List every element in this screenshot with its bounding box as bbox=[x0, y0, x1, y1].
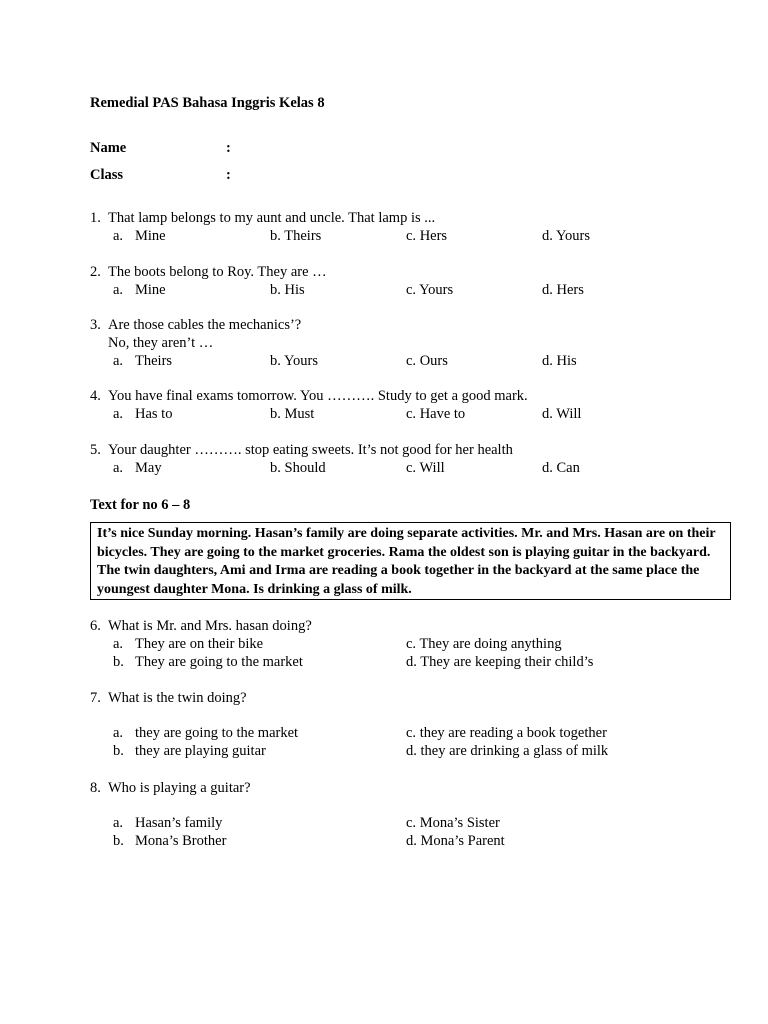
question-text: That lamp belongs to my aunt and uncle. That lamp is ... bbox=[108, 210, 436, 226]
option-d: d. Hers bbox=[542, 282, 584, 298]
reading-passage: It’s nice Sunday morning. Hasan’s family are doing separate activities. Mr. and Mrs. Hasan are on their bicycles. They are going to the market groceries. Rama the oldest son is playing guitar in the backyard. The twin daughters, Ami and Irma are reading a book together in the backyard at the same place the youngest daughter Mona. Is drinking a glass of milk. bbox=[90, 522, 731, 600]
option-a: a. Mine bbox=[113, 228, 166, 244]
option-b: b. His bbox=[270, 282, 305, 298]
option-c: c. Have to bbox=[406, 406, 466, 422]
class-field-label: Class bbox=[90, 167, 124, 183]
question-number: 1. bbox=[90, 210, 101, 226]
option-b: b. they are playing guitar bbox=[113, 743, 266, 759]
question-2-options bbox=[90, 281, 710, 299]
question-number: 2. bbox=[90, 264, 101, 280]
option-d: d. They are keeping their child’s bbox=[406, 654, 594, 670]
option-d: d. Yours bbox=[542, 228, 590, 244]
option-c: c. Yours bbox=[406, 282, 454, 298]
option-c: c. Ours bbox=[406, 353, 448, 369]
name-field-label: Name bbox=[90, 140, 127, 156]
option-c: c. They are doing anything bbox=[406, 636, 562, 652]
option-a: a. They are on their bike bbox=[113, 636, 264, 652]
question-number: 3. bbox=[90, 317, 101, 333]
question-number: 4. bbox=[90, 388, 101, 404]
question-4-options bbox=[90, 405, 710, 423]
name-field-colon: : bbox=[226, 140, 231, 156]
option-a: a. Hasan’s family bbox=[113, 815, 223, 831]
option-a: a. they are going to the market bbox=[113, 725, 299, 741]
question-5-options bbox=[90, 459, 710, 477]
question-text: No, they aren’t … bbox=[108, 335, 214, 351]
question-7-options-row-2 bbox=[90, 742, 710, 760]
option-a: a. Has to bbox=[113, 406, 173, 422]
question-text: What is Mr. and Mrs. hasan doing? bbox=[108, 618, 312, 634]
option-b: b. Must bbox=[270, 406, 315, 422]
option-a: a. May bbox=[113, 460, 162, 476]
question-8-options-row-1 bbox=[90, 814, 710, 832]
option-d: d. Will bbox=[542, 406, 582, 422]
document-title: Remedial PAS Bahasa Inggris Kelas 8 bbox=[90, 95, 325, 111]
option-b: b. They are going to the market bbox=[113, 654, 303, 670]
option-a: a. Mine bbox=[113, 282, 166, 298]
question-6-options-row-1 bbox=[90, 635, 710, 653]
option-d: d. they are drinking a glass of milk bbox=[406, 743, 609, 759]
question-text: Who is playing a guitar? bbox=[108, 780, 251, 796]
option-a: a. Theirs bbox=[113, 353, 173, 369]
question-text: Your daughter ………. stop eating sweets. It’s not good for her health bbox=[108, 442, 513, 458]
question-number: 8. bbox=[90, 780, 101, 796]
option-b: b. Theirs bbox=[270, 228, 322, 244]
option-b: b. Should bbox=[270, 460, 326, 476]
option-c: c. Will bbox=[406, 460, 445, 476]
option-b: b. Mona’s Brother bbox=[113, 833, 227, 849]
class-field-colon: : bbox=[226, 167, 231, 183]
option-d: d. His bbox=[542, 353, 577, 369]
question-3-options bbox=[90, 352, 710, 370]
question-text: Are those cables the mechanics’? bbox=[108, 317, 302, 333]
option-d: d. Can bbox=[542, 460, 580, 476]
question-text: What is the twin doing? bbox=[108, 690, 247, 706]
question-text: The boots belong to Roy. They are … bbox=[108, 264, 327, 280]
question-7-options-row-1 bbox=[90, 724, 710, 742]
option-d: d. Mona’s Parent bbox=[406, 833, 505, 849]
question-number: 6. bbox=[90, 618, 101, 634]
question-text: You have final exams tomorrow. You ………. Study to get a good mark. bbox=[108, 388, 528, 404]
question-number: 5. bbox=[90, 442, 101, 458]
section-heading: Text for no 6 – 8 bbox=[90, 497, 191, 513]
option-b: b. Yours bbox=[270, 353, 318, 369]
question-8-options-row-2 bbox=[90, 832, 710, 850]
option-c: c. Hers bbox=[406, 228, 448, 244]
question-1-options bbox=[90, 227, 710, 245]
question-number: 7. bbox=[90, 690, 101, 706]
question-6-options-row-2 bbox=[90, 653, 710, 671]
option-c: c. they are reading a book together bbox=[406, 725, 607, 741]
option-c: c. Mona’s Sister bbox=[406, 815, 500, 831]
